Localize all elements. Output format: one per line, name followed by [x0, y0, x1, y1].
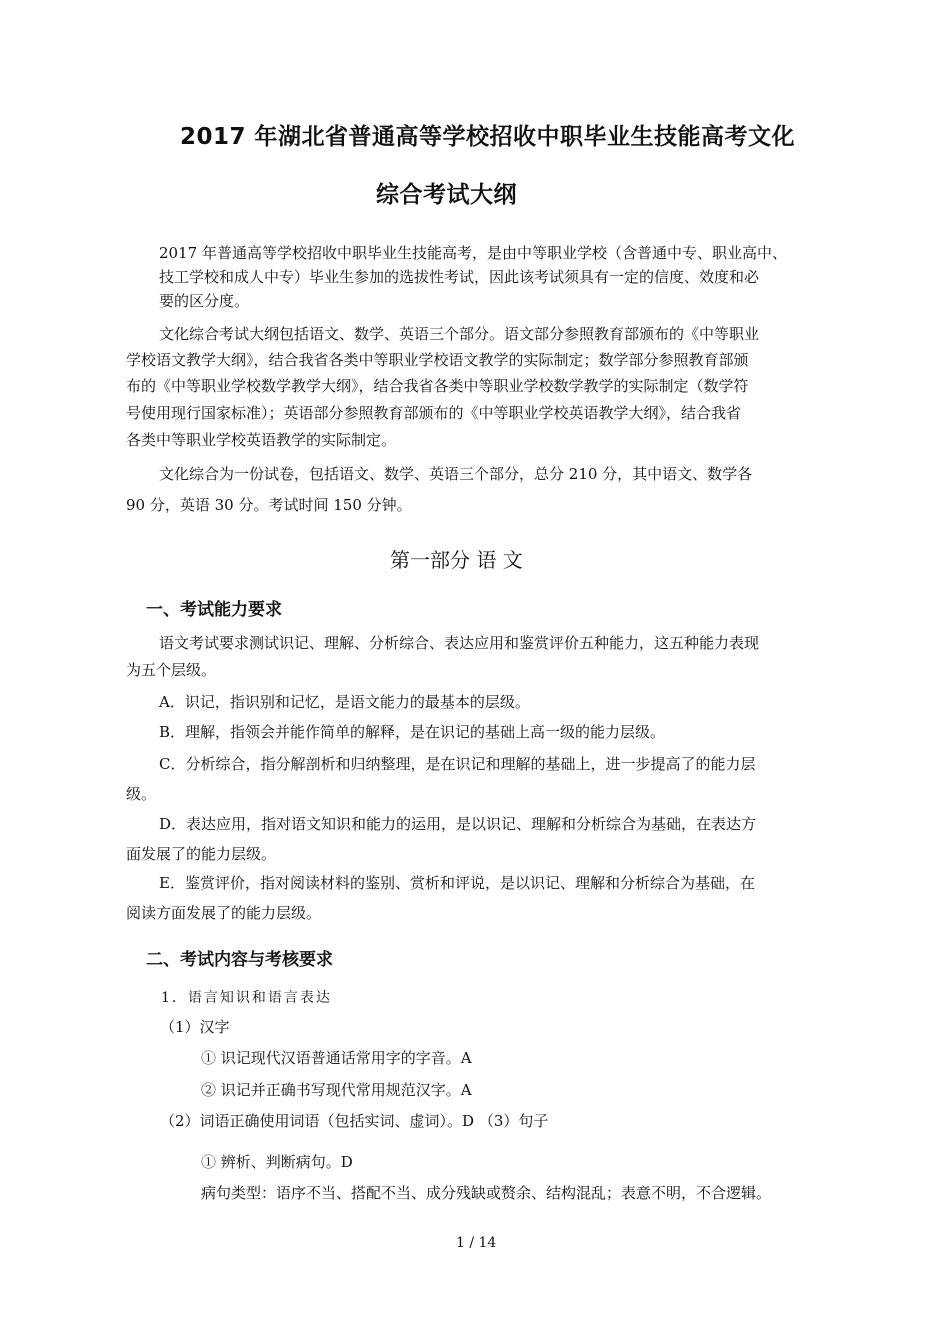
level-d-line-1: D．表达应用，指对语文知识和能力的运用，是以识记、理解和分析综合为基础，在表达方: [159, 815, 757, 833]
doc-title-line2: 综合考试大纲: [376, 182, 517, 208]
subitem-1-heading: （1）汉字: [160, 1018, 230, 1036]
intro-paragraph-1-line-3: 要的区分度。: [159, 292, 250, 310]
intro-paragraph-2-line-5: 各类中等职业学校英语教学的实际制定。: [126, 431, 397, 449]
section-two-heading: 二、考试内容与考核要求: [146, 950, 333, 970]
intro-paragraph-2-line-1: 文化综合考试大纲包括语文、数学、英语三个部分。语文部分参照教育部颁布的《中等职业: [159, 325, 760, 343]
level-c-line-1: C．分析综合，指分解剖析和归纳整理，是在识记和理解的基础上，进一步提高了的能力层: [159, 755, 756, 773]
intro-paragraph-2-line-2: 学校语文教学大纲》，结合我省各类中等职业学校语文教学的实际制定；数学部分参照教育部颁: [126, 351, 749, 369]
doc-title-line1: 2017 年湖北省普通高等学校招收中职毕业生技能高考文化: [180, 124, 796, 150]
intro-paragraph-3-line-2: 90 分，英语 30 分。考试时间 150 分钟。: [126, 496, 412, 514]
level-e-line-1: E．鉴赏评价，指对阅读材料的鉴别、赏析和评说，是以识记、理解和分析综合为基础，在: [159, 874, 755, 892]
section-one-intro-line-1: 语文考试要求测试识记、理解、分析综合、表达应用和鉴赏评价五种能力，这五种能力表现: [159, 634, 760, 652]
intro-paragraph-2-line-4: 号使用现行国家标准）；英语部分参照教育部颁布的《中等职业学校英语教学大纲》，结合我省: [126, 404, 742, 422]
intro-paragraph-3-line-1: 文化综合为一份试卷，包括语文、数学、英语三个部分，总分 210 分，其中语文、数学各: [159, 465, 753, 483]
level-d-line-2: 面发展了的能力层级。: [126, 845, 277, 863]
level-a: A．识记，指识别和记忆，是语文能力的最基本的层级。: [159, 693, 530, 711]
level-e-line-2: 阅读方面发展了的能力层级。: [126, 904, 322, 922]
page-number: 1 / 14: [456, 1235, 497, 1251]
level-b: B．理解，指领会并能作简单的解释，是在识记的基础上高一级的能力层级。: [159, 723, 666, 741]
item-1-heading: 1．语言知识和语言表达: [161, 990, 332, 1006]
section-one-heading: 一、考试能力要求: [146, 600, 282, 620]
subitem-3-a: ① 辨析、判断病句。D: [201, 1153, 353, 1171]
part-one-heading: 第一部分 语 文: [390, 548, 523, 572]
subitem-2-heading: （2）词语正确使用词语（包括实词、虚词）。D （3）句子: [160, 1112, 549, 1130]
level-c-line-2: 级。: [126, 785, 157, 803]
subitem-1-b: ② 识记并正确书写现代常用规范汉字。A: [201, 1081, 472, 1099]
intro-paragraph-1-line-2: 技工学校和成人中专）毕业生参加的选拔性考试，因此该考试须具有一定的信度、效度和必: [159, 268, 760, 286]
section-one-intro-line-2: 为五个层级。: [126, 661, 217, 679]
intro-paragraph-1-line-1: 2017 年普通高等学校招收中职毕业生技能高考，是由中等职业学校（含普通中专、职业高中、: [159, 244, 787, 262]
subitem-1-a: ① 识记现代汉语普通话常用字的字音。A: [201, 1049, 472, 1067]
intro-paragraph-2-line-3: 布的《中等职业学校数学教学大纲》，结合我省各类中等职业学校数学教学的实际制定（数学符: [126, 377, 749, 395]
subitem-3-note: 病句类型：语序不当、搭配不当、成分残缺或赘余、结构混乱；表意不明，不合逻辑。: [201, 1184, 772, 1202]
